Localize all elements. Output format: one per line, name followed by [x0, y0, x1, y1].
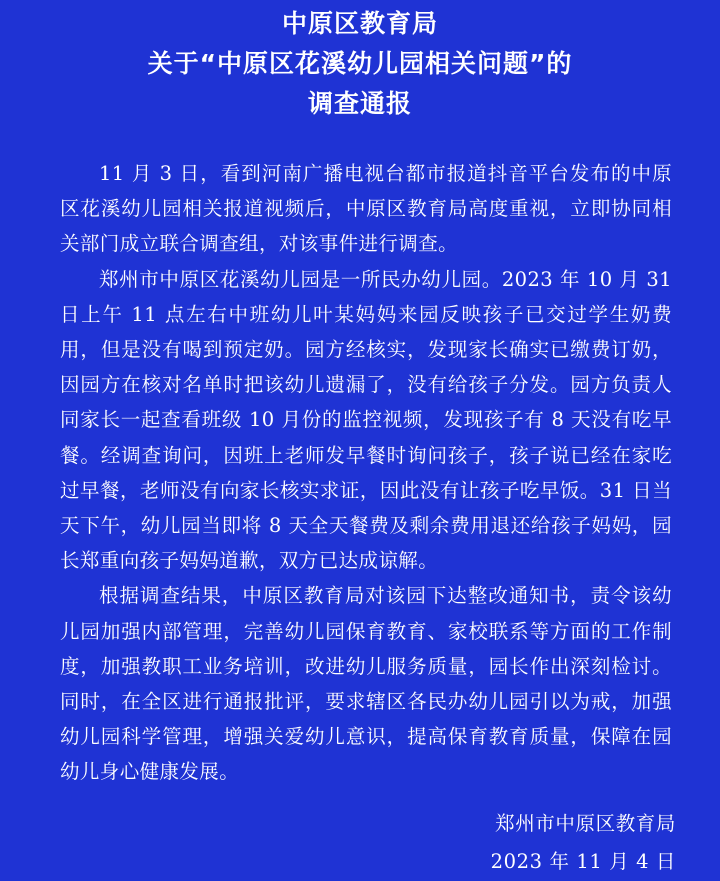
title-line-issuer: 中原区教育局 — [281, 9, 438, 38]
title-block — [0, 4, 720, 124]
signature-block — [491, 806, 676, 880]
paragraph-intro: 11 月 3 日，看到河南广播电视台都市报道抖音平台发布的中原区花溪幼儿园相关报道视频后，中原区教育局高度重视，立即协同相关部门成立联合调查组，对该事件进行调查。 — [60, 162, 672, 256]
signature-date: 2023 年 11 月 4 日 — [490, 850, 676, 873]
paragraph-findings: 郑州市中原区花溪幼儿园是一所民办幼儿园。2023 年 10 月 31 日上午 11 点左右中班幼儿叶某妈妈来园反映孩子已交过学生奶费用，但是没有喝到预定奶。园方经核实，发现家长确实已缴费订奶，因园方在核对名单时把该幼儿遗漏了，没有给孩子分发。园方负责人同家长一起查看班级 10 月份的监控视频，发现孩子有 8 天没有吃早餐。经调查询问，因班上老师发早餐时询问孩子，孩子说已经在家吃过早餐，老师没有向家长核实求证，因此没有让孩子吃早饭。31 日当天下午，幼儿园当即将 8 天全天餐费及剩余费用退还给孩子妈妈，园长郑重向孩子妈妈道歉，双方已达成谅解。 — [60, 267, 672, 573]
signature-org: 郑州市中原区教育局 — [495, 812, 676, 835]
title-line-doc-type: 调查通报 — [307, 89, 412, 118]
title-line-subject: 关于“中原区花溪幼儿园相关问题”的 — [147, 49, 573, 78]
paragraph-measures: 根据调查结果，中原区教育局对该园下达整改通知书，责令该幼儿园加强内部管理，完善幼儿园保育教育、家校联系等方面的工作制度，加强教职工业务培训，改进幼儿服务质量，园长作出深刻检讨。同时，在全区进行通报批评，要求辖区各民办幼儿园引以为戒，加强幼儿园科学管理，增强关爱幼儿意识，提高保育教育质量，保障在园幼儿身心健康发展。 — [60, 584, 672, 784]
notice-body — [60, 156, 672, 790]
